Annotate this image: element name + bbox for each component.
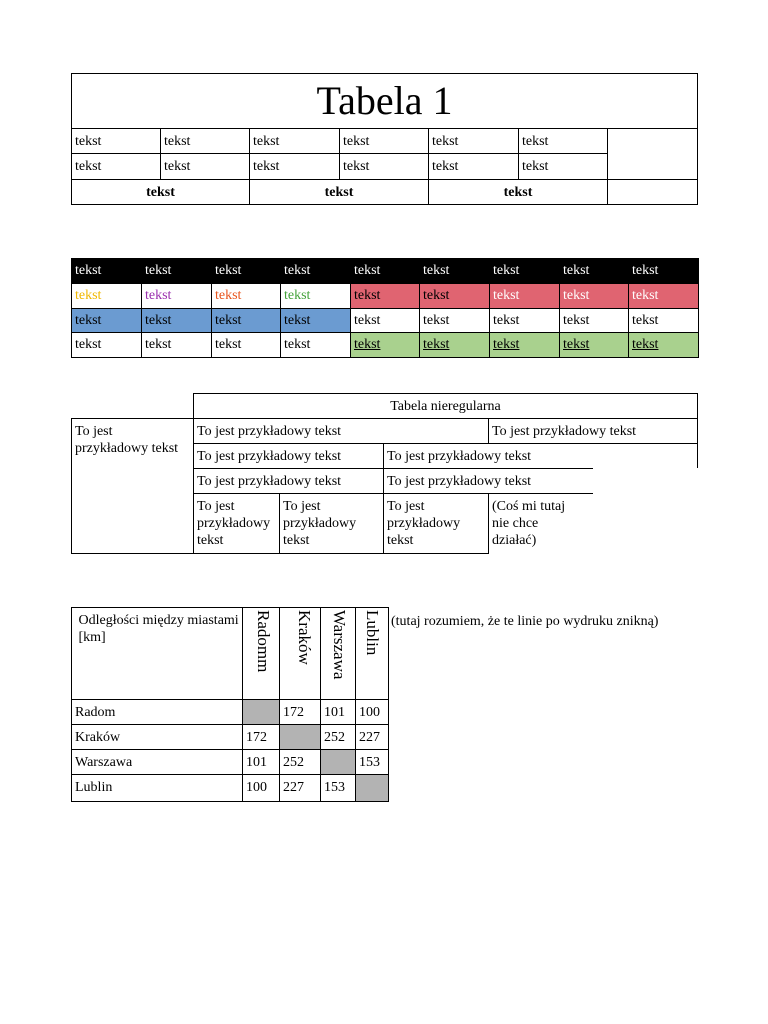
table-3-cell: To jest przykładowy tekst bbox=[197, 474, 342, 489]
table-2-cell: tekst bbox=[280, 258, 351, 284]
table-3-cell: To jest przykładowy tekst bbox=[283, 499, 357, 548]
table-2-cell: tekst bbox=[211, 332, 281, 358]
table-4-row-header: Warszawa bbox=[71, 749, 243, 775]
table-4-cell: 252 bbox=[279, 749, 321, 775]
table-2-cell: tekst bbox=[71, 332, 142, 358]
table-1-cell: tekst bbox=[253, 134, 280, 149]
table-2-cell: tekst bbox=[559, 283, 629, 309]
table-4-cell: 101 bbox=[242, 749, 280, 775]
table-1-cell: tekst bbox=[324, 185, 354, 200]
table-2-cell: tekst bbox=[350, 308, 420, 333]
table-2-cell: tekst bbox=[628, 258, 699, 284]
table-2-cell: tekst bbox=[141, 258, 212, 284]
table-2-cell: tekst bbox=[628, 283, 699, 309]
table-3-cell: To jest przykładowy tekst bbox=[387, 474, 532, 489]
table-4-cell: 100 bbox=[355, 699, 389, 725]
table-2-cell: tekst bbox=[211, 283, 281, 309]
table-2-cell: tekst bbox=[350, 332, 420, 358]
table-2-cell: tekst bbox=[489, 308, 560, 333]
table-4-row-header: Radom bbox=[71, 699, 243, 725]
table-2-cell: tekst bbox=[489, 283, 560, 309]
table-1-cell: tekst bbox=[343, 159, 370, 174]
table-4-cell bbox=[355, 774, 389, 802]
table-4-cell bbox=[320, 749, 356, 775]
table-4-row-header: Kraków bbox=[71, 724, 243, 750]
table-4-cell: 100 bbox=[242, 774, 280, 802]
table-2-cell: tekst bbox=[350, 283, 420, 309]
table-2-cell: tekst bbox=[559, 308, 629, 333]
table-4-cell: 227 bbox=[279, 774, 321, 802]
table-4-corner: Odległości między miastami [km] bbox=[71, 607, 243, 700]
table-1-cell: tekst bbox=[432, 159, 459, 174]
table-4-cell bbox=[242, 699, 280, 725]
table-1-cell: tekst bbox=[75, 159, 102, 174]
table-1-cell: tekst bbox=[75, 134, 102, 149]
table-4-row-header: Lublin bbox=[71, 774, 243, 802]
table-4-cell: 172 bbox=[279, 699, 321, 725]
table-4-cell: 153 bbox=[320, 774, 356, 802]
table-2-cell: tekst bbox=[141, 308, 212, 333]
table-2-cell: tekst bbox=[280, 332, 351, 358]
table-1-cell: tekst bbox=[432, 134, 459, 149]
table-4-column-header: Kraków bbox=[295, 610, 314, 665]
table-4-note: (tutaj rozumiem, że te linie po wydruku znikną) bbox=[391, 614, 659, 629]
table-2-cell: tekst bbox=[489, 258, 560, 284]
table-2-cell: tekst bbox=[628, 332, 699, 358]
table-3-left-cell: To jest przykładowy tekst bbox=[75, 424, 179, 456]
table-3-cell: To jest przykładowy tekst bbox=[492, 424, 637, 439]
table-2-cell: tekst bbox=[489, 332, 560, 358]
table-2-cell: tekst bbox=[141, 283, 212, 309]
table-2-cell: tekst bbox=[71, 283, 142, 309]
table-3-cell: To jest przykładowy tekst bbox=[197, 449, 342, 464]
table-3-cell: (Coś mi tutaj nie chce działać) bbox=[492, 499, 566, 548]
table-3-header: Tabela nieregularna bbox=[390, 399, 501, 414]
table-1-cell: tekst bbox=[146, 185, 175, 200]
table-4-cell bbox=[279, 724, 321, 750]
table-4-cell: 252 bbox=[320, 724, 356, 750]
table-2-cell: tekst bbox=[71, 258, 142, 284]
table-2-cell: tekst bbox=[280, 283, 351, 309]
table-2-cell: tekst bbox=[419, 332, 490, 358]
table-1-cell: tekst bbox=[522, 159, 549, 174]
table-2-cell: tekst bbox=[280, 308, 351, 333]
table-3-cell: To jest przykładowy tekst bbox=[197, 424, 342, 439]
table-3-cell: To jest przykładowy tekst bbox=[387, 499, 461, 548]
table-4-cell: 172 bbox=[242, 724, 280, 750]
table-1-title: Tabela 1 bbox=[316, 78, 453, 123]
table-4-cell: 227 bbox=[355, 724, 389, 750]
table-1-cell: tekst bbox=[343, 134, 370, 149]
table-4-column-header: Lublin bbox=[363, 610, 382, 656]
table-1-cell: tekst bbox=[522, 134, 549, 149]
table-2-cell: tekst bbox=[350, 258, 420, 284]
table-2-cell: tekst bbox=[141, 332, 212, 358]
table-4-cell: 101 bbox=[320, 699, 356, 725]
table-1-cell: tekst bbox=[164, 159, 191, 174]
table-2-cell: tekst bbox=[419, 258, 490, 284]
table-2-cell: tekst bbox=[419, 308, 490, 333]
table-2-cell: tekst bbox=[419, 283, 490, 309]
table-1-cell: tekst bbox=[164, 134, 191, 149]
table-2-cell: tekst bbox=[211, 308, 281, 333]
table-2-cell: tekst bbox=[211, 258, 281, 284]
table-2-cell: tekst bbox=[559, 332, 629, 358]
table-2-cell: tekst bbox=[628, 308, 699, 333]
table-3-cell: To jest przykładowy tekst bbox=[197, 499, 271, 548]
table-1-cell: tekst bbox=[503, 185, 533, 200]
table-4-cell: 153 bbox=[355, 749, 389, 775]
table-1-cell: tekst bbox=[253, 159, 280, 174]
table-4-column-header: Warszawa bbox=[330, 610, 349, 680]
table-2-cell: tekst bbox=[71, 308, 142, 333]
table-3-cell: To jest przykładowy tekst bbox=[387, 449, 532, 464]
table-4-column-header: Radomm bbox=[254, 610, 273, 673]
table-2-cell: tekst bbox=[559, 258, 629, 284]
